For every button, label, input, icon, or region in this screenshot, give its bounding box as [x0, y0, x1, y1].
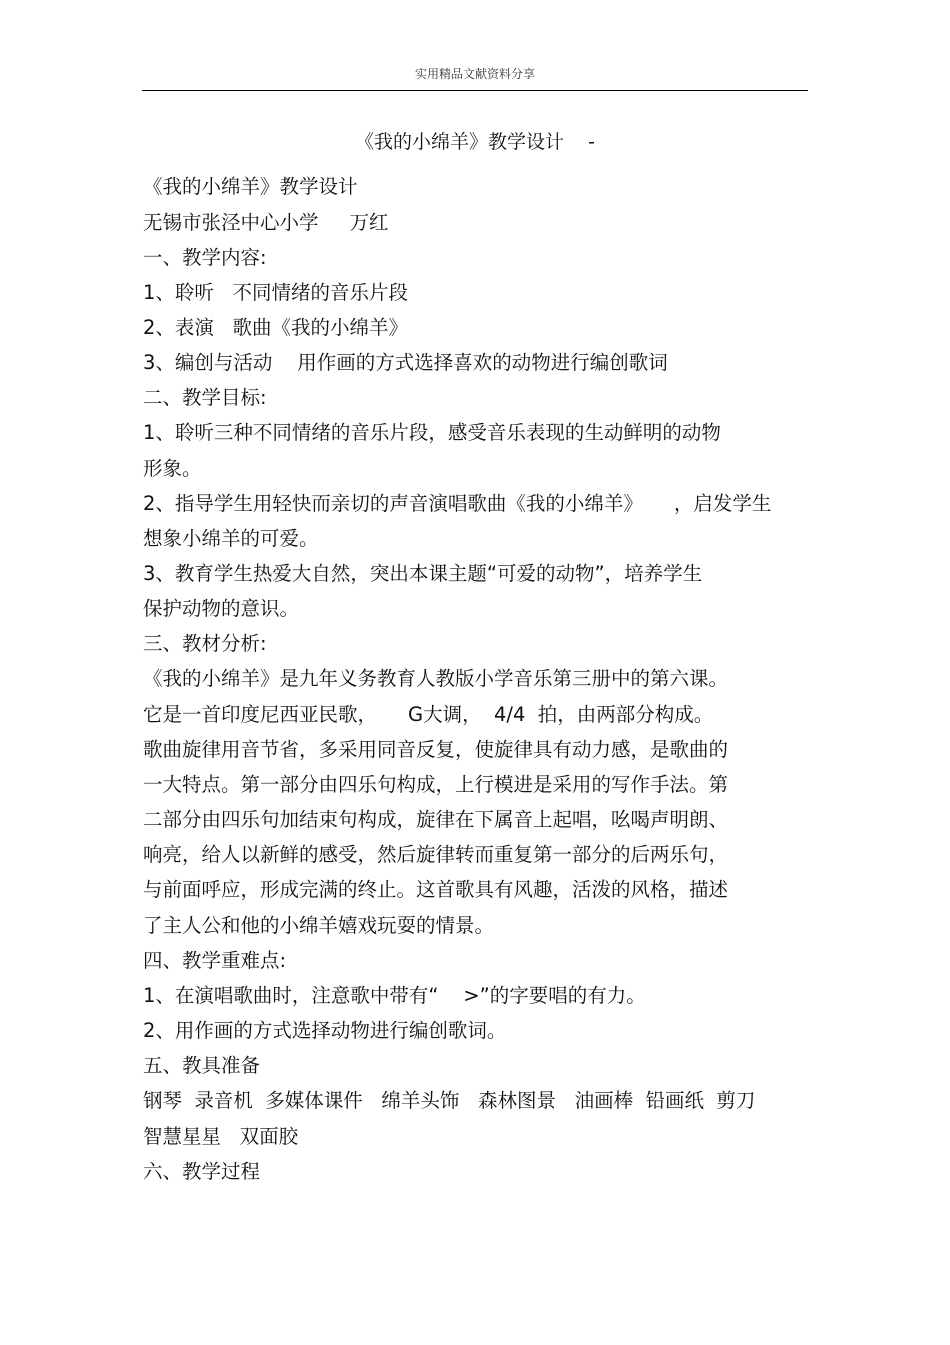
section-heading: 六、教学过程	[143, 1160, 261, 1183]
text-line: 钢琴 录音机 多媒体课件 绵羊头饰 森林图景 油画棒 铅画纸 剪刀	[143, 1089, 756, 1112]
text-line: 想象小绵羊的可爱。	[143, 527, 319, 550]
text-line: 形象。	[143, 457, 202, 480]
text-line: 与前面呼应，形成完满的终止。这首歌具有风趣，活泼的风格，描述	[143, 878, 729, 901]
section-heading: 五、教具准备	[143, 1054, 261, 1077]
text-line: 《我的小绵羊》教学设计	[143, 175, 358, 198]
section-heading: 四、教学重难点:	[143, 949, 287, 972]
section-heading: 三、教材分析:	[143, 632, 267, 655]
text-line: 《我的小绵羊》是九年义务教育人教版小学音乐第三册中的第六课。	[143, 667, 729, 690]
text-line: 响亮，给人以新鲜的感受，然后旋律转而重复第一部分的后两乐句，	[143, 843, 729, 866]
text-line: 3、编创与活动 用作画的方式选择喜欢的动物进行编创歌词	[143, 351, 668, 374]
text-line: 1、在演唱歌曲时，注意歌中带有“ >”的字要唱的有力。	[143, 984, 646, 1007]
text-line: 3、教育学生热爱大自然，突出本课主题“可爱的动物”，培养学生	[143, 562, 703, 585]
header-text: 实用精品文献资料分享	[414, 67, 535, 81]
text-line: 它是一首印度尼西亚民歌， G大调， 4/4 拍，由两部分构成。	[143, 703, 714, 726]
text-line: 智慧星星 双面胶	[143, 1125, 299, 1148]
text-line: 了主人公和他的小绵羊嬉戏玩耍的情景。	[143, 914, 495, 937]
text-line: 1、聆听 不同情绪的音乐片段	[143, 281, 409, 304]
text-line: 2、表演 歌曲《我的小绵羊》	[143, 316, 409, 339]
text-line: 一大特点。第一部分由四乐句构成，上行模进是采用的写作手法。第	[143, 773, 729, 796]
text-line: 歌曲旋律用音节省，多采用同音反复，使旋律具有动力感，是歌曲的	[143, 738, 729, 761]
document-title: 《我的小绵羊》教学设计 -	[354, 131, 595, 153]
section-heading: 二、教学目标:	[143, 386, 267, 409]
header-divider	[142, 90, 808, 91]
text-line: 二部分由四乐句加结束句构成，旋律在下属音上起唱，吆喝声明朗、	[143, 808, 729, 831]
text-line: 无锡市张泾中心小学 万红	[143, 211, 389, 234]
text-line: 保护动物的意识。	[143, 597, 300, 620]
text-line: 2、用作画的方式选择动物进行编创歌词。	[143, 1019, 507, 1042]
text-line: 2、指导学生用轻快而亲切的声音演唱歌曲《我的小绵羊》 ，启发学生	[143, 492, 772, 515]
section-heading: 一、教学内容:	[143, 246, 267, 269]
text-line: 1、聆听三种不同情绪的音乐片段，感受音乐表现的生动鲜明的动物	[143, 421, 721, 444]
